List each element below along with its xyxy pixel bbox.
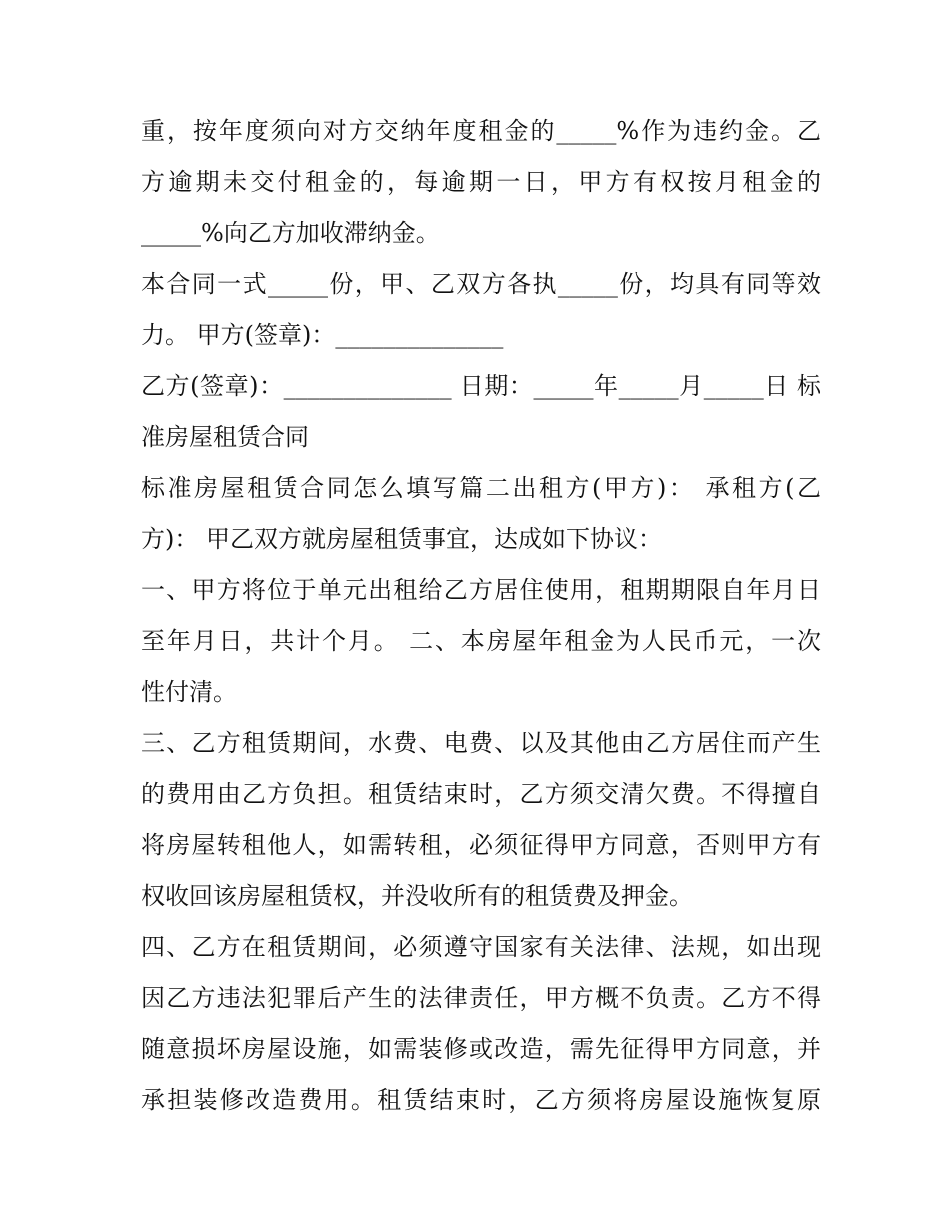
text-line: 重，按年度须向对方交纳年度租金的_____%作为违约金。乙 — [141, 117, 821, 145]
text-line: 的费用由乙方负担。租赁结束时，乙方须交清欠费。不得擅自 — [141, 780, 821, 808]
text-line: 三、乙方租赁期间，水费、电费、以及其他由乙方居住而产生 — [141, 729, 821, 757]
text-line: 标准房屋租赁合同怎么填写篇二出租方(甲方)： 承租方(乙 — [141, 474, 821, 502]
text-line: 四、乙方在租赁期间，必须遵守国家有关法律、法规，如出现 — [141, 933, 821, 961]
text-line: 准房屋租赁合同 — [141, 423, 309, 451]
text-line: 性付清。 — [141, 678, 237, 706]
text-line: 乙方(签章)：______________ 日期：_____年_____月_____日 标 — [141, 372, 821, 400]
text-line: 一、甲方将位于单元出租给乙方居住使用，租期期限自年月日 — [141, 576, 821, 604]
text-line: 权收回该房屋租赁权，并没收所有的租赁费及押金。 — [141, 882, 693, 910]
text-line: 方逾期未交付租金的，每逾期一日，甲方有权按月租金的 — [141, 168, 821, 196]
contract-body-text — [141, 106, 821, 1126]
text-line: 将房屋转租他人，如需转租，必须征得甲方同意，否则甲方有 — [141, 831, 821, 859]
text-line: 方)： 甲乙双方就房屋租赁事宜，达成如下协议： — [141, 525, 662, 553]
text-line: 因乙方违法犯罪后产生的法律责任，甲方概不负责。乙方不得 — [141, 984, 821, 1012]
text-line: 力。 甲方(签章)：______________ — [141, 321, 504, 349]
text-line: 本合同一式_____份，甲、乙双方各执_____份，均具有同等效 — [141, 270, 821, 298]
text-line: 承担装修改造费用。租赁结束时，乙方须将房屋设施恢复原 — [141, 1086, 821, 1114]
text-line: 至年月日，共计个月。 二、本房屋年租金为人民币元，一次 — [141, 627, 821, 655]
text-line: _____%向乙方加收滞纳金。 — [141, 219, 440, 247]
text-line: 随意损坏房屋设施，如需装修或改造，需先征得甲方同意，并 — [141, 1035, 821, 1063]
